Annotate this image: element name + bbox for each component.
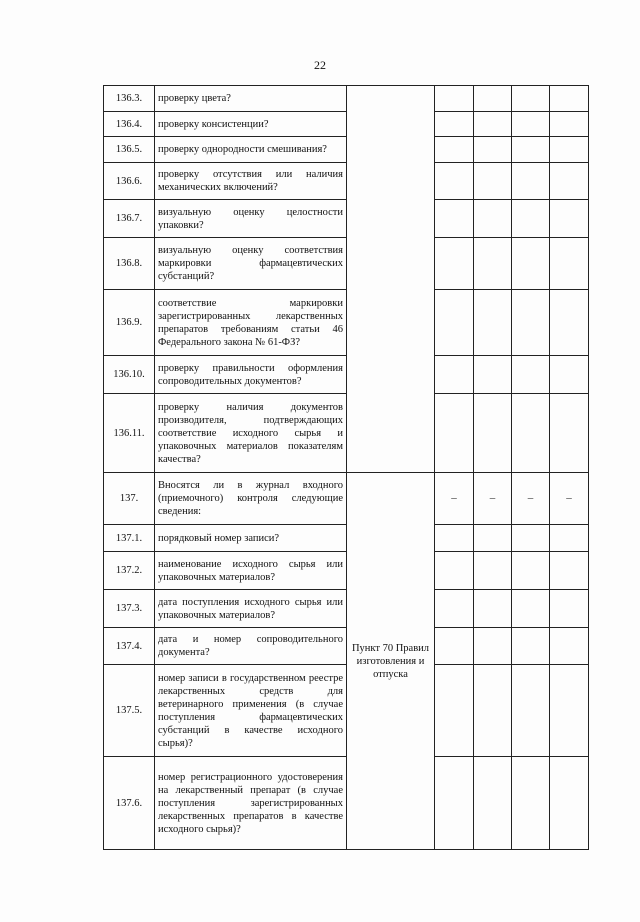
- page-number: 22: [314, 58, 326, 72]
- comment-cell[interactable]: [550, 590, 589, 628]
- answer-no-cell[interactable]: [474, 200, 512, 238]
- answer-no-cell[interactable]: [474, 238, 512, 290]
- answer-no-cell[interactable]: [474, 628, 512, 665]
- row-question: дата и номер сопроводительного документа?: [155, 628, 347, 665]
- table-row: [104, 137, 589, 163]
- answer-na-cell[interactable]: [512, 552, 550, 590]
- row-number: 136.11.: [104, 394, 155, 473]
- row-question: проверку цвета?: [155, 86, 347, 112]
- comment-cell[interactable]: [550, 356, 589, 394]
- answer-na-cell[interactable]: [512, 628, 550, 665]
- answer-na-cell[interactable]: [512, 163, 550, 200]
- row-number: 137.2.: [104, 552, 155, 590]
- answer-yes-cell[interactable]: [435, 665, 474, 757]
- row-question: Вносятся ли в журнал входного (приемочного) контроля следующие сведения:: [155, 473, 347, 525]
- answer-na-cell[interactable]: [512, 525, 550, 552]
- answer-no-cell[interactable]: [474, 137, 512, 163]
- answer-na-cell[interactable]: [512, 356, 550, 394]
- comment-cell[interactable]: [550, 290, 589, 356]
- answer-na-cell: –: [512, 473, 550, 525]
- answer-na-cell[interactable]: [512, 590, 550, 628]
- row-number: 137.: [104, 473, 155, 525]
- row-number: 136.3.: [104, 86, 155, 112]
- row-question: номер регистрационного удостоверения на лекарственный препарат (в случае поступления зарегистрированных лекарственных препаратов в качестве исходного сырья)?: [155, 757, 347, 850]
- answer-no-cell[interactable]: [474, 665, 512, 757]
- table-row: [104, 356, 589, 394]
- row-number: 136.5.: [104, 137, 155, 163]
- comment-cell[interactable]: [550, 552, 589, 590]
- table-row: [104, 112, 589, 137]
- table-row: [104, 394, 589, 473]
- comment-cell[interactable]: [550, 628, 589, 665]
- comment-cell[interactable]: [550, 112, 589, 137]
- reference-cell-136: [347, 86, 435, 473]
- table-row: [104, 290, 589, 356]
- answer-yes-cell[interactable]: [435, 238, 474, 290]
- answer-yes-cell[interactable]: [435, 290, 474, 356]
- table-row: [104, 238, 589, 290]
- answer-no-cell[interactable]: [474, 525, 512, 552]
- row-number: 136.9.: [104, 290, 155, 356]
- answer-no-cell[interactable]: [474, 163, 512, 200]
- row-question: визуальную оценку соответствия маркировки фармацевтических субстанций?: [155, 238, 347, 290]
- row-question: проверку отсутствия или наличия механических включений?: [155, 163, 347, 200]
- answer-yes-cell[interactable]: [435, 757, 474, 850]
- answer-yes-cell[interactable]: [435, 552, 474, 590]
- answer-yes-cell[interactable]: [435, 525, 474, 552]
- table-row: [104, 163, 589, 200]
- answer-na-cell[interactable]: [512, 112, 550, 137]
- answer-no-cell[interactable]: [474, 552, 512, 590]
- answer-no-cell[interactable]: [474, 86, 512, 112]
- row-question: проверку консистенции?: [155, 112, 347, 137]
- answer-yes-cell[interactable]: [435, 86, 474, 112]
- answer-na-cell[interactable]: [512, 394, 550, 473]
- row-question: дата поступления исходного сырья или упаковочных материалов?: [155, 590, 347, 628]
- row-question: визуальную оценку целостности упаковки?: [155, 200, 347, 238]
- answer-no-cell[interactable]: [474, 356, 512, 394]
- comment-cell[interactable]: [550, 238, 589, 290]
- table-row: [104, 628, 589, 665]
- table-row: [104, 525, 589, 552]
- answer-yes-cell[interactable]: [435, 137, 474, 163]
- row-number: 136.7.: [104, 200, 155, 238]
- row-question: проверку наличия документов производителя, подтверждающих соответствие исходного сырья и упаковочных материалов показателям качества?: [155, 394, 347, 473]
- comment-cell[interactable]: [550, 394, 589, 473]
- answer-yes-cell: –: [435, 473, 474, 525]
- answer-na-cell[interactable]: [512, 665, 550, 757]
- row-number: 136.8.: [104, 238, 155, 290]
- table-row: [104, 665, 589, 757]
- answer-no-cell[interactable]: [474, 112, 512, 137]
- answer-yes-cell[interactable]: [435, 628, 474, 665]
- row-question: наименование исходного сырья или упаковочных материалов?: [155, 552, 347, 590]
- answer-na-cell[interactable]: [512, 238, 550, 290]
- row-number: 136.6.: [104, 163, 155, 200]
- row-question: проверку однородности смешивания?: [155, 137, 347, 163]
- answer-no-cell: –: [474, 473, 512, 525]
- answer-no-cell[interactable]: [474, 394, 512, 473]
- comment-cell[interactable]: [550, 665, 589, 757]
- answer-na-cell[interactable]: [512, 757, 550, 850]
- answer-yes-cell[interactable]: [435, 200, 474, 238]
- answer-yes-cell[interactable]: [435, 356, 474, 394]
- comment-cell[interactable]: [550, 757, 589, 850]
- row-question: порядковый номер записи?: [155, 525, 347, 552]
- answer-na-cell[interactable]: [512, 290, 550, 356]
- answer-no-cell[interactable]: [474, 757, 512, 850]
- row-question: соответствие маркировки зарегистрированных лекарственных препаратов требованиям статьи 46 Федерального закона № 61-ФЗ?: [155, 290, 347, 356]
- row-number: 137.5.: [104, 665, 155, 757]
- answer-no-cell[interactable]: [474, 590, 512, 628]
- answer-na-cell[interactable]: [512, 86, 550, 112]
- answer-yes-cell[interactable]: [435, 163, 474, 200]
- reference-cell-137: Пункт 70 Правил изготовления и отпуска: [347, 473, 435, 850]
- answer-na-cell[interactable]: [512, 137, 550, 163]
- table-row: [104, 200, 589, 238]
- row-number: 136.4.: [104, 112, 155, 137]
- comment-cell[interactable]: [550, 200, 589, 238]
- row-question: номер записи в государственном реестре лекарственных средств для ветеринарного применения (в случае поступления фармацевтических субстанций в качестве исходного сырья)?: [155, 665, 347, 757]
- answer-yes-cell[interactable]: [435, 590, 474, 628]
- checklist-table: [103, 85, 589, 850]
- answer-yes-cell[interactable]: [435, 112, 474, 137]
- row-number: 137.1.: [104, 525, 155, 552]
- table-row: [104, 757, 589, 850]
- answer-yes-cell[interactable]: [435, 394, 474, 473]
- comment-cell[interactable]: [550, 163, 589, 200]
- row-number: 137.3.: [104, 590, 155, 628]
- row-question: проверку правильности оформления сопроводительных документов?: [155, 356, 347, 394]
- comment-cell[interactable]: [550, 137, 589, 163]
- row-number: 137.6.: [104, 757, 155, 850]
- comment-cell: –: [550, 473, 589, 525]
- comment-cell[interactable]: [550, 525, 589, 552]
- row-number: 136.10.: [104, 356, 155, 394]
- answer-na-cell[interactable]: [512, 200, 550, 238]
- answer-no-cell[interactable]: [474, 290, 512, 356]
- comment-cell[interactable]: [550, 86, 589, 112]
- table-row: [104, 473, 589, 525]
- table-row: [104, 552, 589, 590]
- table-row: [104, 86, 589, 112]
- row-number: 137.4.: [104, 628, 155, 665]
- table-row: [104, 590, 589, 628]
